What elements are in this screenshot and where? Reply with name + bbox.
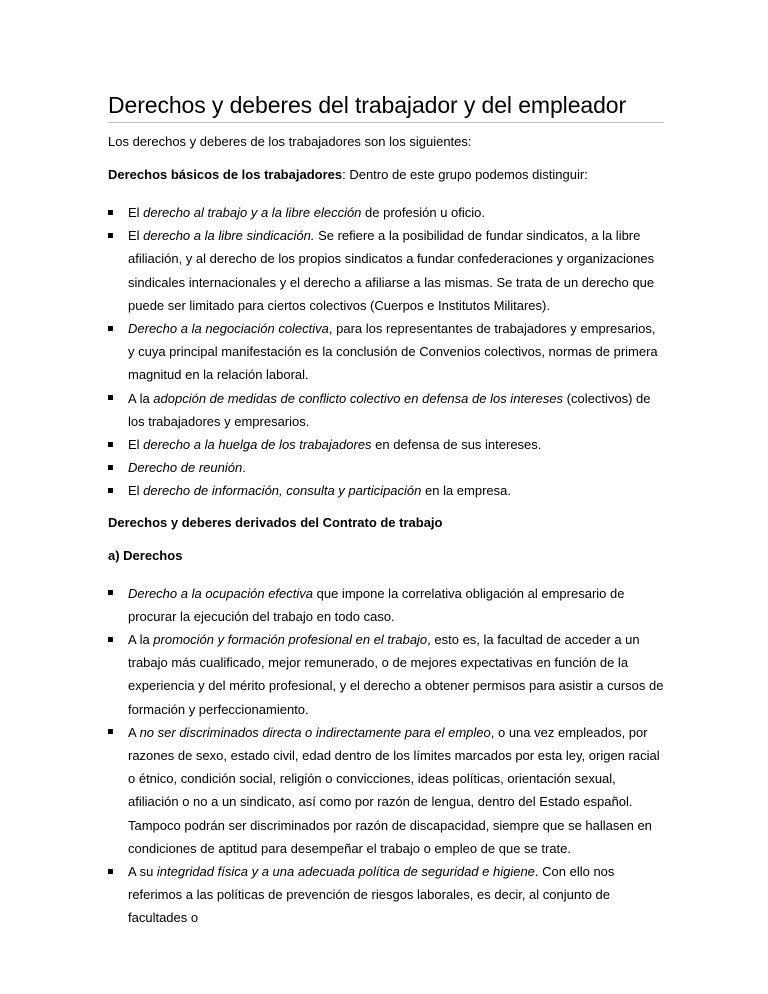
square-bullet-icon xyxy=(108,637,113,642)
basic-rights-heading-bold: Derechos básicos de los trabajadores xyxy=(108,167,343,182)
list-item: Derecho de reunión. xyxy=(108,456,664,479)
list-item: Derecho a la ocupación efectiva que impone la correlativa obligación al empresario de procurar la ejecución del trabajo en todo caso. xyxy=(108,582,664,628)
square-bullet-icon xyxy=(108,395,113,400)
intro-text: Los derechos y deberes de los trabajadores son los siguientes: xyxy=(108,134,472,149)
square-bullet-icon xyxy=(108,442,113,447)
square-bullet-icon xyxy=(108,869,113,874)
square-bullet-icon xyxy=(108,590,113,595)
list-item: A su integridad física y a una adecuada política de seguridad e higiene. Con ello nos referimos a las políticas de prevención de riesgos laborales, es decir, al conjunto de facultades o xyxy=(108,860,664,930)
list-item: El derecho a la libre sindicación. Se refiere a la posibilidad de fundar sindicatos, a la libre afiliación, y al derecho de los propios sindicatos a fundar confederaciones y organizaciones sindicales internacionales y el derecho a afiliarse a las mismas. Se trata de un derecho que puede ser limitado para ciertos colectivos (Cuerpos e Institutos Militares). xyxy=(108,224,664,317)
list-item: A la promoción y formación profesional en el trabajo, esto es, la facultad de acceder a un trabajo más cualificado, mejor remunerado, o de mejores expectativas en función de la experiencia y del mérito profesional, y el derecho a obtener permisos para asistir a cursos de formación y perfeccionamiento. xyxy=(108,628,664,721)
rights-subheading: a) Derechos xyxy=(108,547,183,563)
square-bullet-icon xyxy=(108,210,113,215)
square-bullet-icon xyxy=(108,465,113,470)
square-bullet-icon xyxy=(108,729,113,734)
list-item: El derecho a la huelga de los trabajadores en defensa de sus intereses. xyxy=(108,433,664,456)
square-bullet-icon xyxy=(108,233,113,238)
contract-section-heading: Derechos y deberes derivados del Contrato de trabajo xyxy=(108,514,443,530)
document-title: Derechos y deberes del trabajador y del empleador xyxy=(108,90,664,123)
basic-rights-list xyxy=(108,201,664,503)
basic-rights-heading xyxy=(108,163,664,186)
list-item: A no ser discriminados directa o indirectamente para el empleo, o una vez empleados, por razones de sexo, estado civil, edad dentro de los límites marcados por esta ley, origen racial o étnico, condición social, religión o convicciones, ideas políticas, orientación sexual, afiliación o no a un sindicato, así como por razón de lengua, dentro del Estado español. Tampoco podrán ser discriminados por razón de discapacidad, siempre que se hallasen en condiciones de aptitud para desempeñar el trabajo o empleo de que se trate. xyxy=(108,721,664,860)
list-item: Derecho a la negociación colectiva, para los representantes de trabajadores y empresarios, y cuya principal manifestación es la conclusión de Convenios colectivos, normas de primera magnitud en la relación laboral. xyxy=(108,317,664,387)
square-bullet-icon xyxy=(108,488,113,493)
contract-rights-list xyxy=(108,582,664,930)
list-item: El derecho de información, consulta y participación en la empresa. xyxy=(108,479,664,502)
document-page xyxy=(108,80,664,930)
list-item: El derecho al trabajo y a la libre elección de profesión u oficio. xyxy=(108,201,664,224)
square-bullet-icon xyxy=(108,326,113,331)
basic-rights-heading-rest: : Dentro de este grupo podemos distinguir: xyxy=(342,167,588,182)
list-item: A la adopción de medidas de conflicto colectivo en defensa de los intereses (colectivos) de los trabajadores y empresarios. xyxy=(108,387,664,433)
